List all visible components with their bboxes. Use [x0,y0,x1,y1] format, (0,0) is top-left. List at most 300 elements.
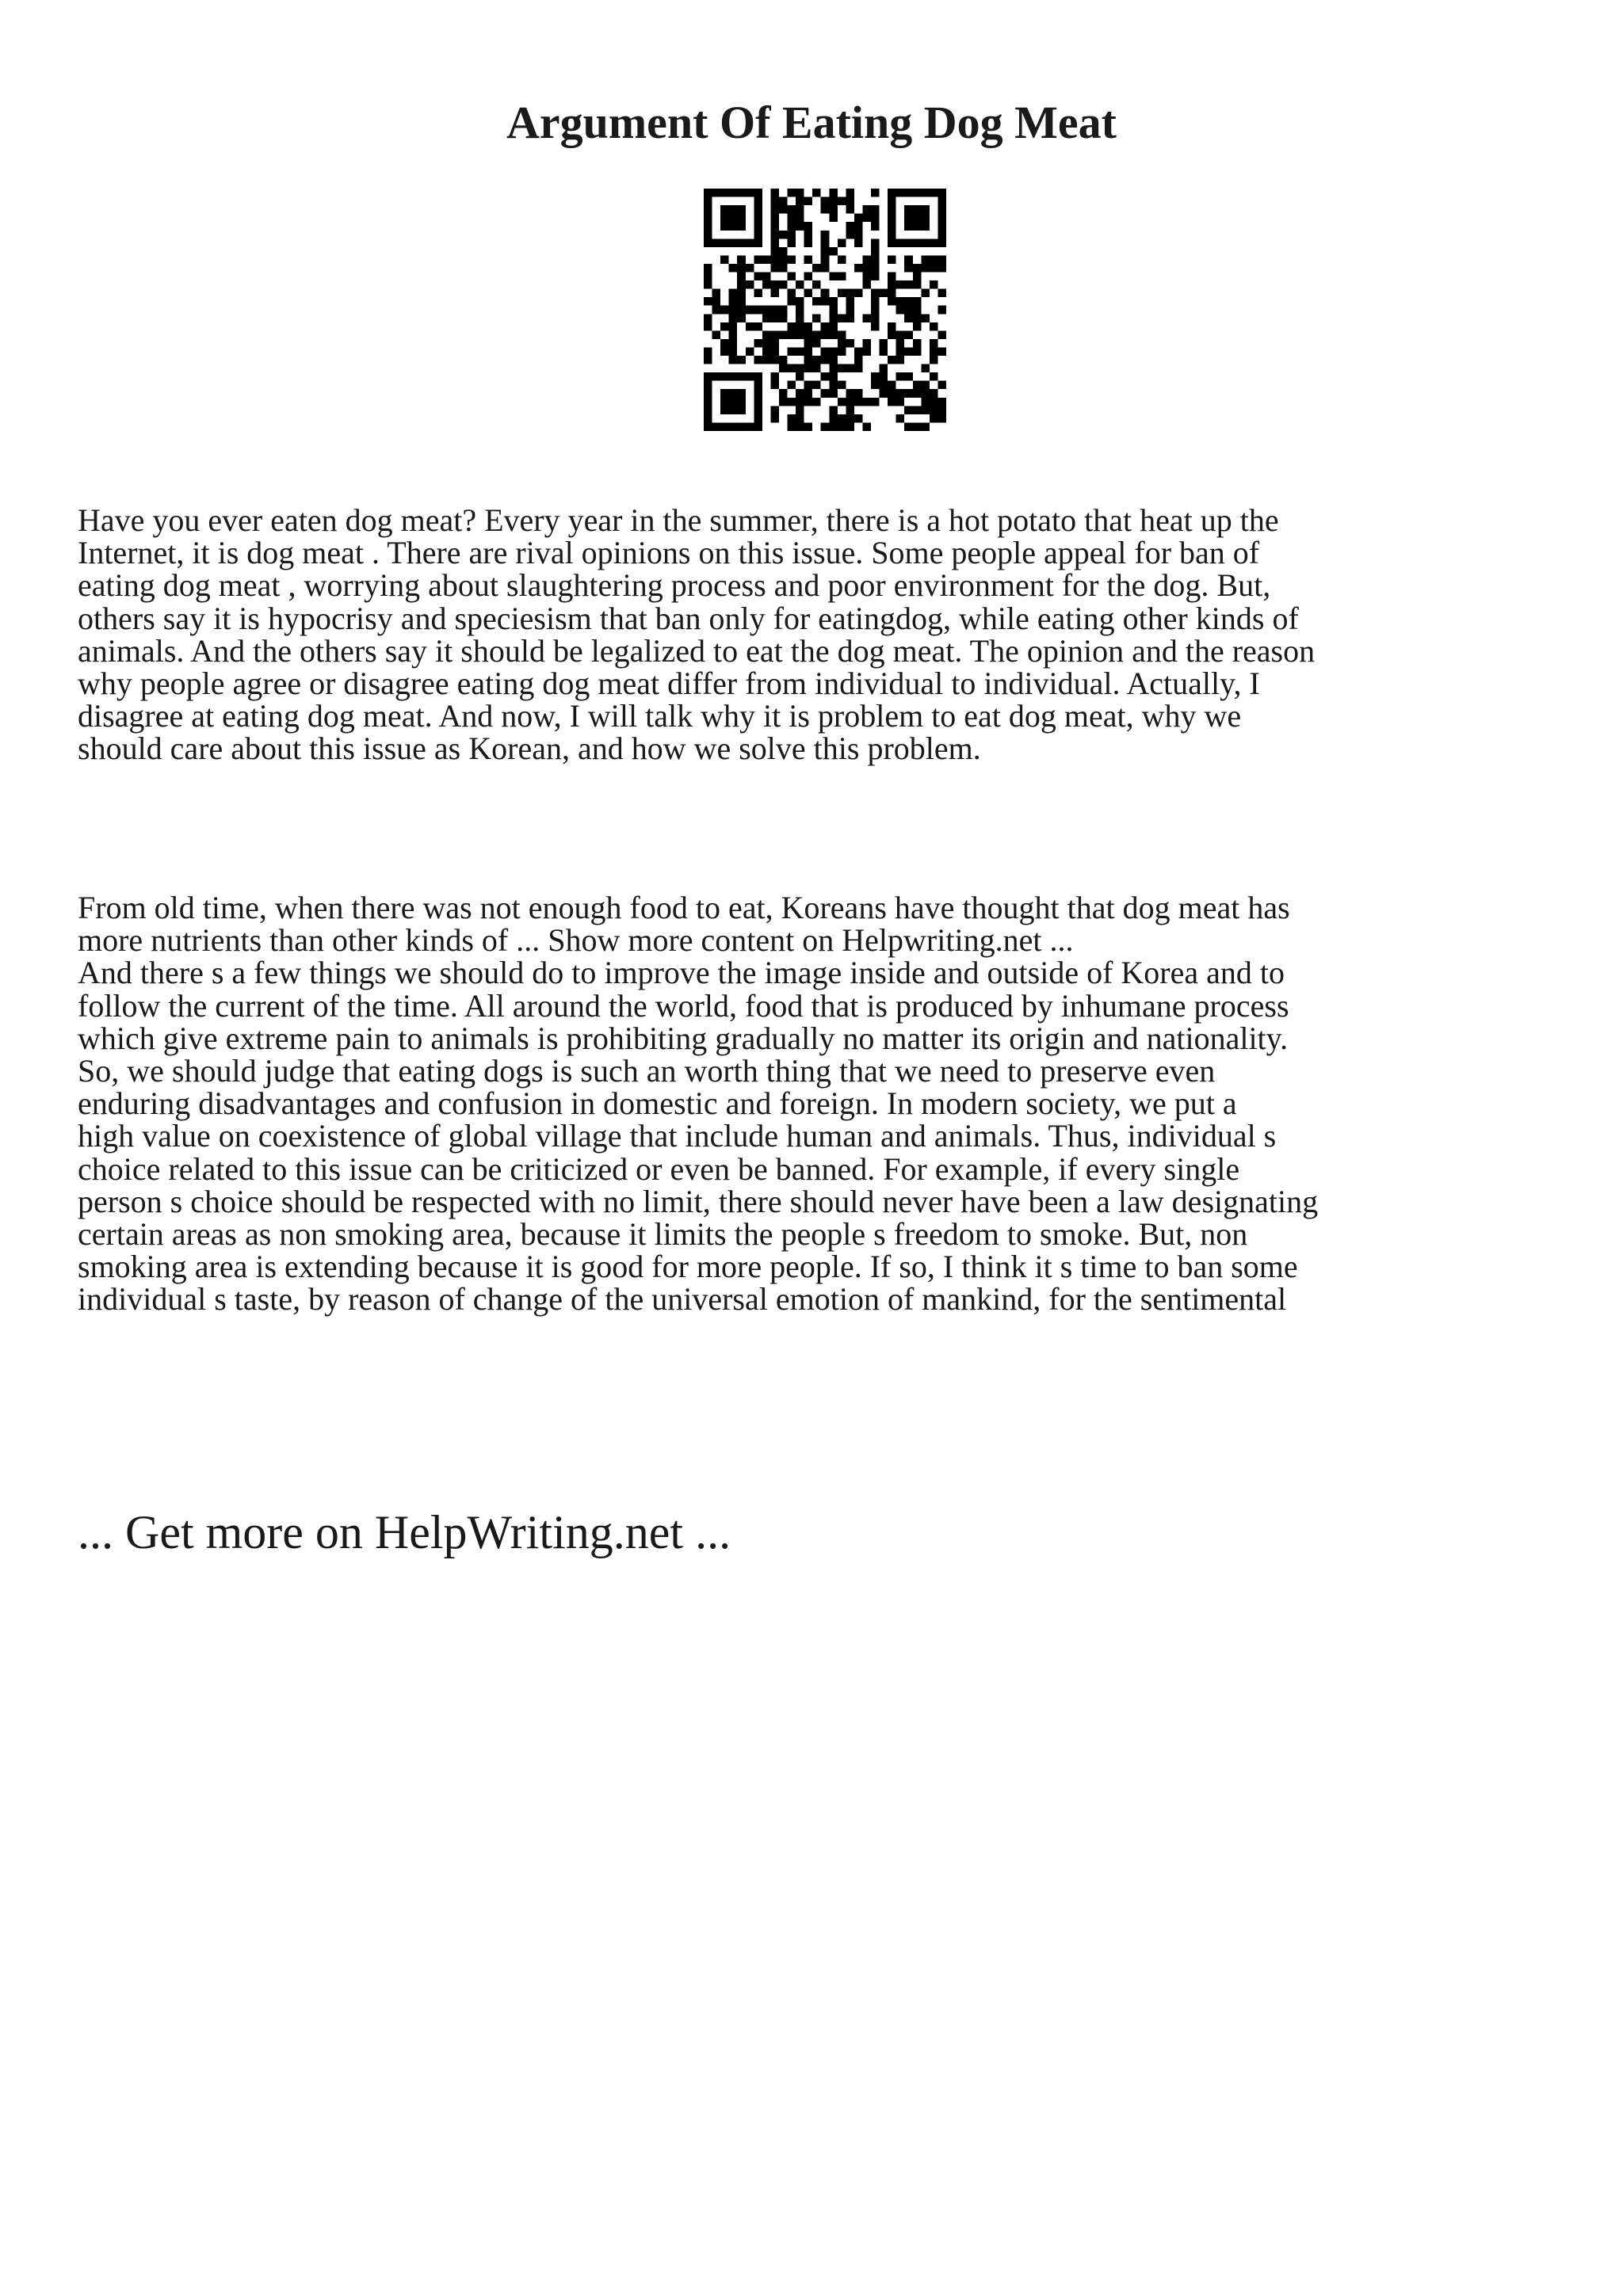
qr-module [871,222,880,231]
qr-module [938,347,946,356]
qr-module [729,314,738,322]
qr-module [746,264,754,273]
qr-module [871,247,880,256]
qr-module [896,306,905,315]
qr-module [846,205,854,214]
qr-module [921,222,930,231]
qr-module [938,231,946,239]
qr-module [880,347,888,356]
qr-module [930,372,938,381]
qr-module [746,238,754,247]
qr-module [770,280,779,289]
qr-module [788,231,796,239]
qr-module [846,231,854,239]
qr-module [846,289,854,298]
qr-module [896,189,905,197]
qr-module [754,222,762,231]
qr-module [938,238,946,247]
qr-module [779,306,788,315]
qr-module [854,214,863,223]
qr-module [779,247,788,256]
qr-module [770,247,779,256]
qr-module [888,381,896,390]
qr-module [729,238,738,247]
qr-module [737,214,746,223]
qr-module [938,414,946,423]
qr-module [938,289,946,298]
qr-module [930,264,938,273]
qr-module [846,306,854,315]
qr-module [754,422,762,431]
qr-module [888,214,896,223]
qr-module [846,398,854,406]
qr-module [846,364,854,373]
qr-module [804,231,813,239]
qr-module [829,414,838,423]
qr-module [737,356,746,364]
qr-module [788,347,796,356]
qr-module [904,264,913,273]
qr-module [821,205,830,214]
qr-module [812,280,821,289]
qr-module [838,422,846,431]
qr-module [880,289,888,298]
text-line: And there s a few things we should do to improve the image inside and outside of Korea and to [78,955,1285,991]
qr-module [704,356,712,364]
qr-module [737,297,746,306]
qr-module [938,330,946,339]
qr-module [854,264,863,273]
qr-module [829,314,838,322]
qr-module [746,347,754,356]
qr-module [770,214,779,223]
qr-module [829,197,838,206]
qr-module [913,264,922,273]
qr-module [921,289,930,298]
qr-module [829,356,838,364]
qr-module [854,398,863,406]
qr-module [938,406,946,414]
qr-module [938,214,946,223]
qr-module [913,339,922,348]
qr-module [737,222,746,231]
qr-module [804,273,813,281]
qr-module [729,398,738,406]
qr-module [938,205,946,214]
qr-module [704,314,712,322]
qr-module [921,238,930,247]
qr-module [871,297,880,306]
qr-module [913,273,922,281]
qr-module [704,414,712,423]
qr-module [788,414,796,423]
qr-module [829,347,838,356]
qr-module [896,330,905,339]
qr-module [779,205,788,214]
qr-module [829,214,838,223]
qr-module [770,339,779,348]
qr-module [796,297,804,306]
qr-module [804,222,813,231]
qr-module [770,189,779,197]
qr-module [729,264,738,273]
qr-module [770,222,779,231]
qr-module [821,238,830,247]
qr-module [913,214,922,223]
qr-module [737,280,746,289]
qr-module [746,306,754,315]
qr-module [854,231,863,239]
qr-module [720,205,729,214]
qr-module [854,356,863,364]
qr-module [704,280,712,289]
qr-module [746,322,754,331]
qr-module [938,222,946,231]
qr-module [921,264,930,273]
qr-module [896,238,905,247]
qr-module [770,255,779,264]
qr-module [779,255,788,264]
qr-module [871,398,880,406]
qr-module [913,422,922,431]
qr-module [754,356,762,364]
text-line: animals. And the others say it should be legalized to eat the dog meat. The opinion and the reason [78,632,1316,669]
qr-module [746,422,754,431]
qr-module [788,297,796,306]
qr-module [930,322,938,331]
qr-module [896,339,905,348]
get-more-link[interactable]: ... Get more on HelpWriting.net ... [78,1506,731,1558]
qr-module [770,406,779,414]
qr-module [913,189,922,197]
qr-module [938,381,946,390]
qr-module [788,214,796,223]
qr-module [704,238,712,247]
qr-module [720,422,729,431]
qr-code-icon [704,189,946,431]
qr-module [754,197,762,206]
qr-module [812,381,821,390]
qr-module [796,214,804,223]
qr-module [921,314,930,322]
qr-module [862,280,871,289]
qr-module [754,389,762,398]
qr-module [812,314,821,322]
qr-module [704,231,712,239]
qr-module [746,189,754,197]
qr-module [704,205,712,214]
qr-module [838,314,846,322]
qr-module [829,422,838,431]
qr-module [821,330,830,339]
qr-module [812,264,821,273]
text-line: smoking area is extending because it is good for more people. If so, I think it s time to ban some [78,1249,1298,1285]
qr-module [904,238,913,247]
qr-module [720,406,729,414]
text-line: should care about this issue as Korean, and how we solve this problem. [78,730,981,767]
qr-module [930,189,938,197]
qr-module [838,255,846,264]
qr-module [812,398,821,406]
qr-module [796,398,804,406]
qr-module [770,347,779,356]
text-line: high value on coexistence of global village that include human and animals. Thus, individual s [78,1118,1277,1154]
qr-module [754,205,762,214]
qr-module [921,205,930,214]
qr-module [729,297,738,306]
qr-module [796,189,804,197]
qr-module [737,389,746,398]
qr-module [762,280,771,289]
qr-module [896,414,905,423]
qr-module [862,339,871,348]
qr-module [821,297,830,306]
qr-module [779,330,788,339]
qr-module [779,398,788,406]
qr-module [913,381,922,390]
qr-module [737,306,746,315]
qr-module [704,297,712,306]
qr-module [821,231,830,239]
qr-module [854,289,863,298]
qr-module [862,214,871,223]
qr-module [788,330,796,339]
qr-module [712,238,721,247]
qr-module [854,364,863,373]
qr-module [921,406,930,414]
qr-module [829,306,838,315]
text-line: From old time, when there was not enough food to eat, Koreans have thought that dog meat has [78,890,1290,925]
qr-module [913,389,922,398]
qr-module [888,322,896,331]
paragraph-body [78,891,1552,1316]
qr-module [829,205,838,214]
qr-module [821,264,830,273]
qr-module [788,255,796,264]
qr-module [788,381,796,390]
qr-module [871,205,880,214]
text-line: certain areas as non smoking area, because it limits the people s freedom to smoke. But, non [78,1216,1248,1253]
qr-module [921,389,930,398]
qr-module [804,197,813,206]
qr-module [720,398,729,406]
qr-module [770,381,779,390]
qr-module [904,280,913,289]
qr-module [812,297,821,306]
qr-module [754,231,762,239]
qr-module [888,238,896,247]
qr-module [804,322,813,331]
qr-module [796,280,804,289]
qr-module [762,347,771,356]
qr-module [788,289,796,298]
qr-module [904,297,913,306]
qr-module [788,322,796,331]
qr-module [904,372,913,381]
document-title: Argument Of Eating Dog Meat [506,97,1117,148]
text-line: individual s taste, by reason of change of the universal emotion of mankind, for the sentimental [78,1281,1287,1318]
qr-module [880,364,888,373]
qr-module [862,347,871,356]
qr-module [712,372,721,381]
text-line: enduring disadvantages and confusion in domestic and foreign. In modern society, we put a [78,1085,1237,1122]
qr-module [737,289,746,298]
qr-module [796,330,804,339]
qr-module [770,238,779,247]
qr-module [804,347,813,356]
qr-module [804,255,813,264]
qr-module [938,264,946,273]
qr-module [829,381,838,390]
qr-module [754,322,762,331]
text-line: person s choice should be respected with no limit, there should never have been a law designating [78,1183,1319,1219]
qr-module [838,197,846,206]
qr-code[interactable] [704,189,946,431]
qr-module [854,414,863,423]
qr-module [779,314,788,322]
text-line: Internet, it is dog meat . There are rival opinions on this issue. Some people appeal for ban of [78,535,1260,571]
qr-module [804,364,813,373]
qr-module [729,330,738,339]
qr-module [904,330,913,339]
qr-module [754,414,762,423]
qr-module [821,356,830,364]
qr-module [729,205,738,214]
qr-module [829,406,838,414]
qr-module [913,306,922,315]
qr-module [913,314,922,322]
qr-module [871,306,880,315]
qr-module [846,422,854,431]
qr-module [796,222,804,231]
qr-module [704,372,712,381]
qr-module [804,330,813,339]
qr-module [930,414,938,423]
qr-module [720,322,729,331]
qr-module [729,406,738,414]
qr-module [737,255,746,264]
qr-module [704,189,712,197]
qr-module [821,389,830,398]
qr-module [821,322,830,331]
qr-module [796,322,804,331]
qr-module [921,189,930,197]
qr-module [921,422,930,431]
paragraph-intro [78,504,1552,765]
qr-module [930,280,938,289]
qr-module [921,381,930,390]
qr-module [871,314,880,322]
qr-module [704,422,712,431]
qr-module [704,398,712,406]
qr-module [796,306,804,315]
qr-module [913,238,922,247]
qr-module [712,189,721,197]
qr-module [746,280,754,289]
qr-module [770,306,779,315]
qr-module [804,289,813,298]
qr-module [846,197,854,206]
qr-module [913,297,922,306]
qr-module [720,255,729,264]
qr-module [779,197,788,206]
qr-module [871,255,880,264]
qr-module [770,330,779,339]
qr-module [846,297,854,306]
qr-module [846,339,854,348]
qr-module [913,406,922,414]
qr-module [796,347,804,356]
qr-module [770,197,779,206]
qr-module [888,273,896,281]
qr-module [871,238,880,247]
qr-module [796,422,804,431]
qr-module [762,356,771,364]
qr-module [829,297,838,306]
text-line: eating dog meat , worrying about slaughtering process and poor environment for the dog. But, [78,567,1271,604]
qr-module [754,406,762,414]
qr-module [888,255,896,264]
qr-module [729,222,738,231]
qr-module [788,205,796,214]
qr-module [737,372,746,381]
qr-module [888,197,896,206]
qr-module [930,398,938,406]
qr-module [812,356,821,364]
text-line: choice related to this issue can be criticized or even be banned. For example, if every single [78,1150,1240,1187]
qr-module [888,297,896,306]
qr-module [788,238,796,247]
text-line: others say it is hypocrisy and speciesism that ban only for eatingdog, while eating other kinds of [78,600,1299,636]
qr-module [854,222,863,231]
qr-module [871,273,880,281]
qr-module [829,330,838,339]
qr-module [938,189,946,197]
qr-module [838,289,846,298]
qr-module [829,364,838,373]
show-more-line[interactable]: more nutrients than other kinds of ... Show more content on Helpwriting.net ... [78,922,1074,959]
qr-module [862,398,871,406]
qr-module [896,398,905,406]
qr-module [896,356,905,364]
qr-module [812,189,821,197]
qr-module [729,322,738,331]
qr-module [896,389,905,398]
qr-module [754,273,762,281]
qr-module [862,273,871,281]
qr-module [896,372,905,381]
qr-module [862,264,871,273]
qr-module [904,222,913,231]
qr-module [904,205,913,214]
qr-module [729,289,738,298]
qr-module [930,356,938,364]
qr-module [737,422,746,431]
qr-module [854,389,863,398]
qr-module [704,264,712,273]
qr-module [788,364,796,373]
qr-module [720,214,729,223]
qr-module [829,273,838,281]
qr-module [779,280,788,289]
qr-module [788,273,796,281]
qr-module [846,189,854,197]
qr-module [904,406,913,414]
qr-module [862,422,871,431]
qr-module [770,231,779,239]
qr-module [779,364,788,373]
qr-module [788,422,796,431]
